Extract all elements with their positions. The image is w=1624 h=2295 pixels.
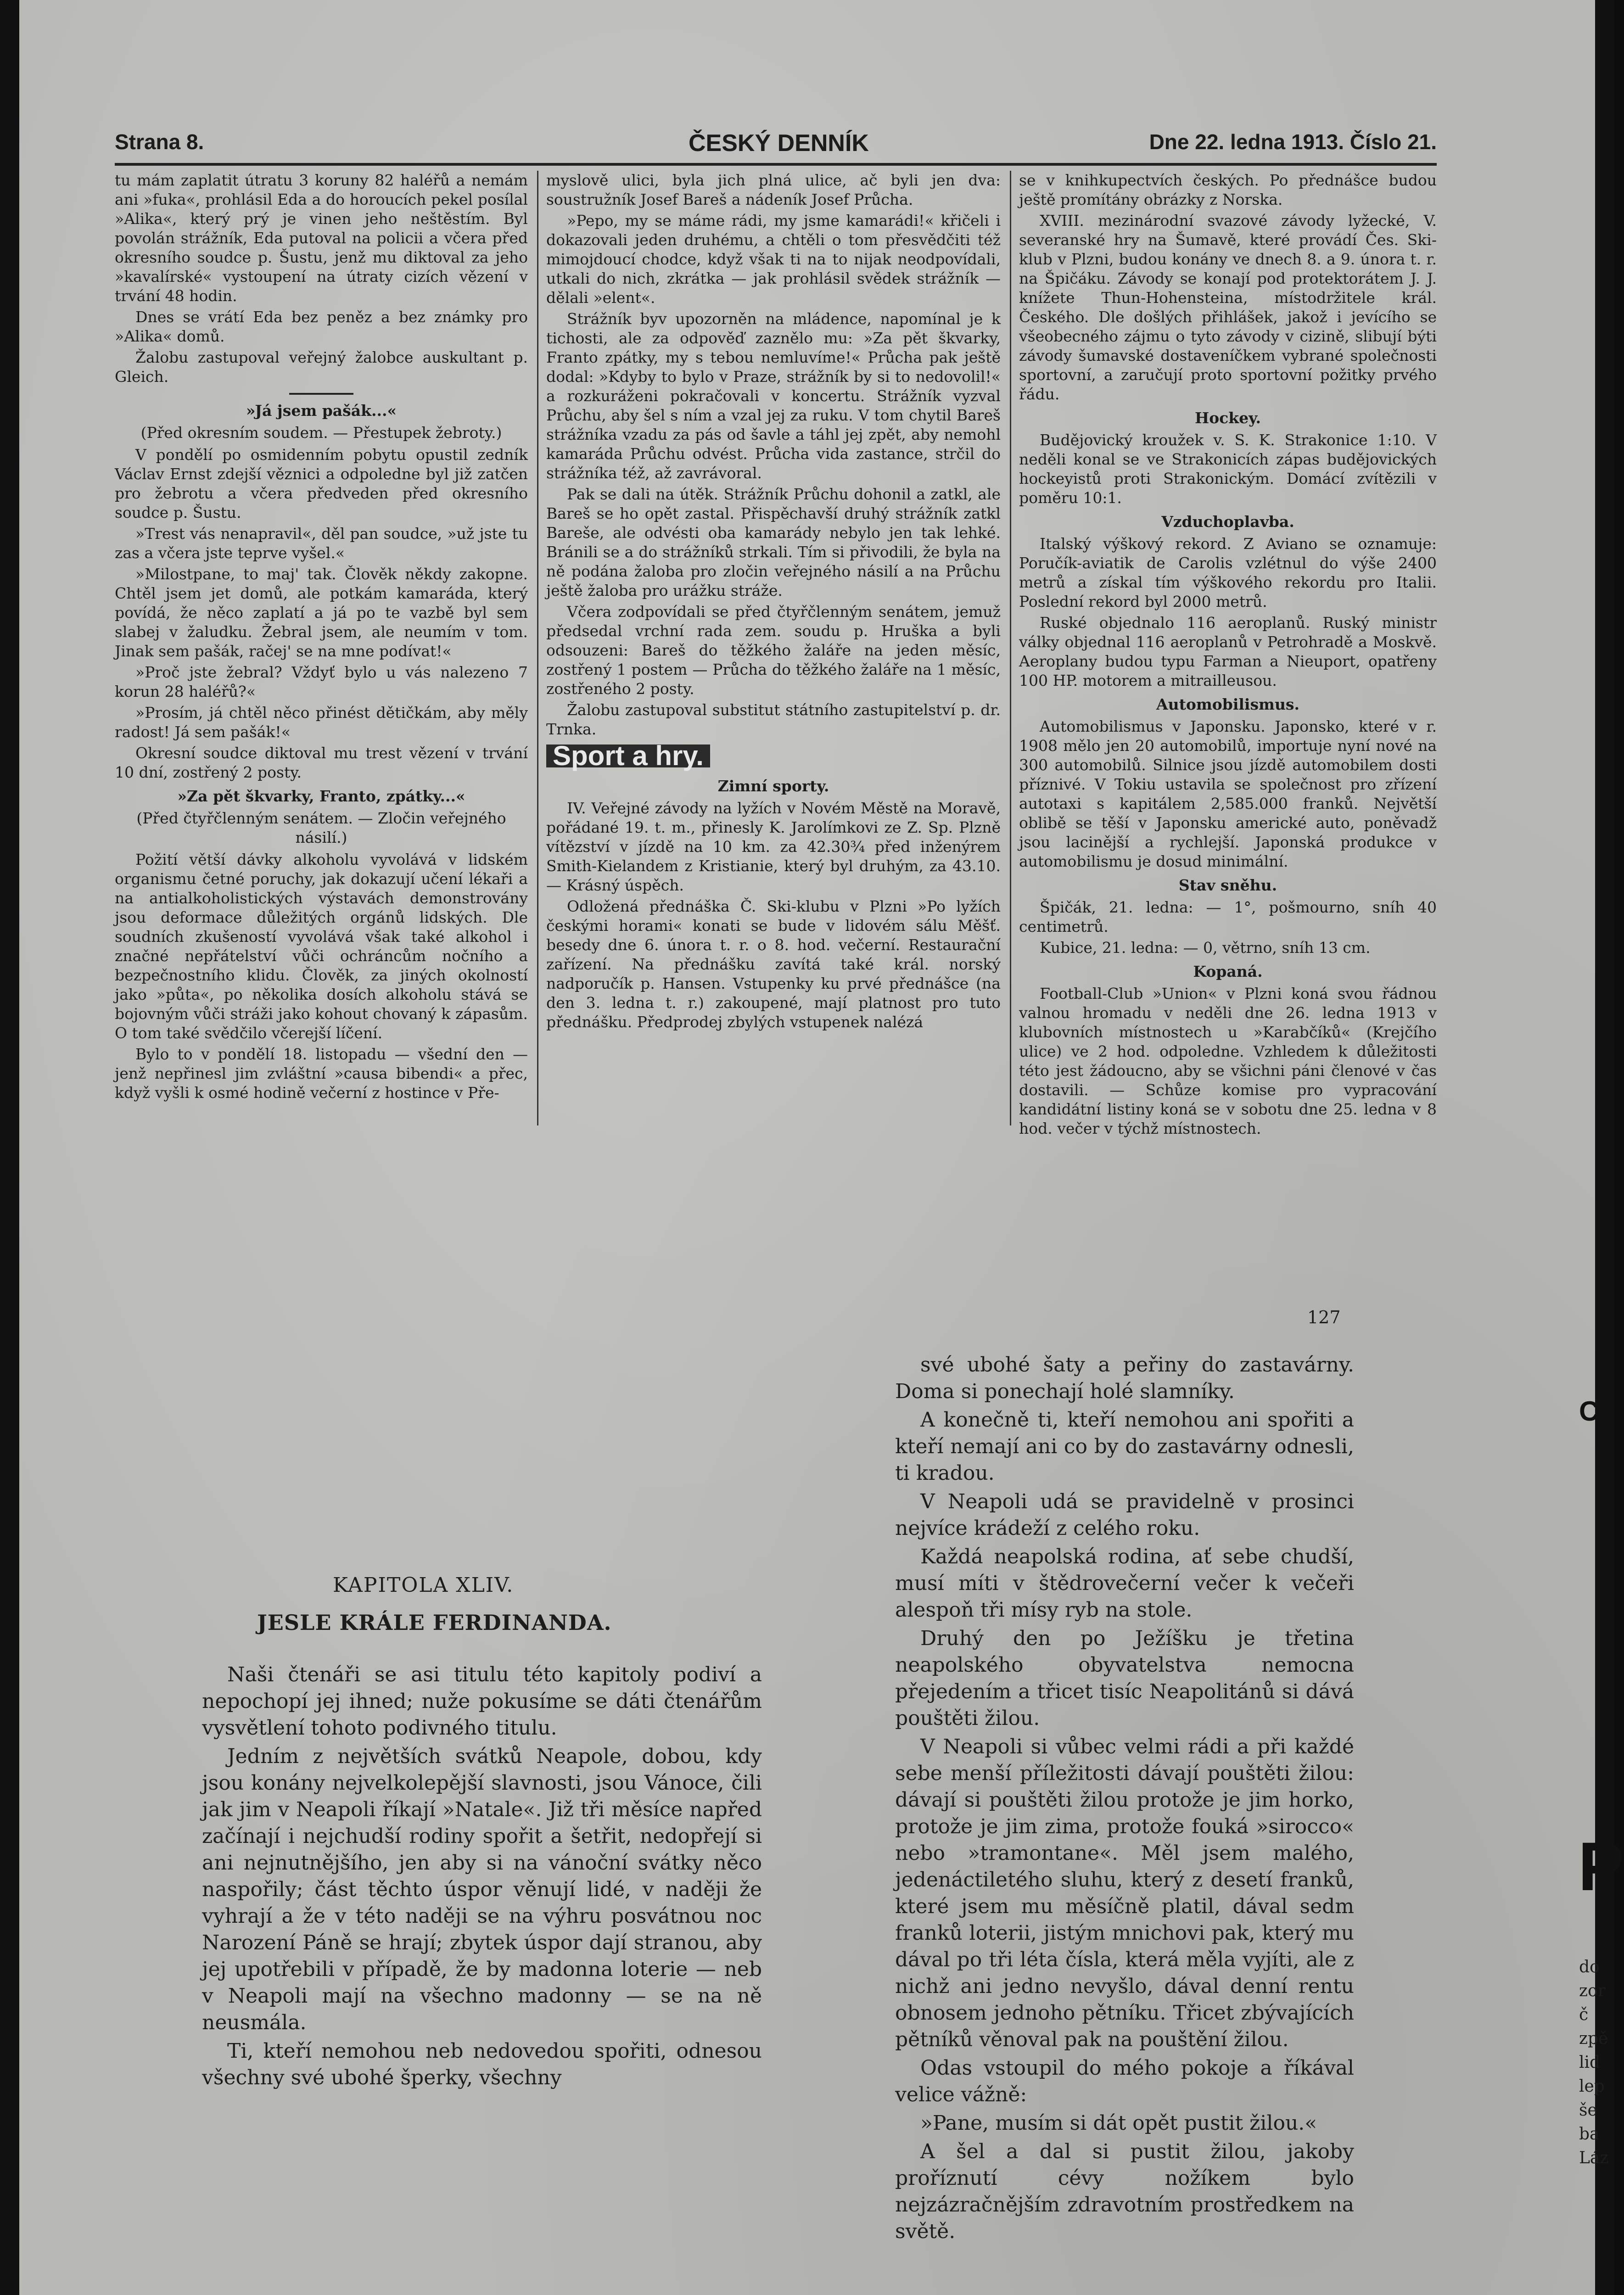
article-text: Pak se dali na útěk. Strážník Průchu dohonil a zatkl, ale Bareš se ho opět zastal. Přispěchavší druhý strážník zatkl Bareše, ale odvésti oba kamarády nebylo jen tak lehké. Bránili se a do strážníků strkali. Tím si přivodili, že byla na ně podána žaloba pro zločin veřejného násilí a na Průchu ještě žaloba pro urážku stráže. — [546, 485, 1001, 599]
header-page-label: Strana 8. — [115, 130, 204, 154]
divider — [289, 393, 353, 395]
article-text: IV. Veřejné závody na lyžích v Novém Městě na Moravě, pořádané 19. t. m., přinesly K. Jarolímkovi ze Z. Sp. Plzně vítězství v jízdě na 10 km. za 42.30¾ před inženýrem Smith-Kielandem z Kristianie, který byl druhým, za 43.10. — Krásný úspěch. — [546, 799, 1001, 894]
adjacent-page-line: do — [1579, 1958, 1600, 1976]
article-text: Okresní soudce diktoval mu trest vězení v trvání 10 dní, zostřený 2 posty. — [115, 744, 528, 781]
article-text: se v knihkupectvích českých. Po přednášce budou ještě promítány obrázky z Norska. — [1019, 171, 1437, 208]
section-heading: Hockey. — [1194, 409, 1261, 427]
article-text: Italský výškový rekord. Z Aviano se oznamuje: Poručík-aviatik de Carolis vzlétnul do výše 2400 metrů a získal tím výškového rekordu pro Italii. Poslední rekord byl 2000 metrů. — [1019, 535, 1437, 610]
adjacent-page-line: Láz — [1579, 2149, 1609, 2167]
article-text: »Proč jste žebral? Vždyť bylo u vás nalezeno 7 korun 28 haléřů?« — [115, 663, 528, 700]
article-text: tu mám zaplatit útratu 3 koruny 82 haléřů a nemám ani »fuka«, prohlásil Eda a do horoucích pekel posílal »Alika«, který prý je vinen jeho neštěstím. Byl povolán strážník, Eda putoval na policii a včera před okresního soudce p. Šustu, jenž mu diktoval za jeho »kavalírské« vystoupení na útraty cizích vězení v trvání 48 hodin. — [115, 171, 528, 305]
chapter-number: KAPITOLA XLIV. — [333, 1573, 514, 1597]
article-text: Požití větší dávky alkoholu vyvolává v lidském organismu četné poruchy, jak dokazují učení lékaři a na antialkoholistických výstavách demonstrovány jsou deformace důležitých orgánů lidských. Dle soudních zkušeností vyvolává však také alkohol i značné nepřátelství vůči ochráncům nočního a bezpečnostního klidu. Člověk, za jiných okolností jako »půta«, po několika dosích alkoholu stává se bojovným vůči stráži jako kohout chovaný k zápasům. O tom také svědčilo včerejší líčení. — [115, 851, 528, 1042]
column-2 — [546, 171, 1001, 1034]
article-text: Odložená přednáška Č. Ski-klubu v Plzni »Po lyžích českými horami« konati se bude v lidovém sálu Měšť. besedy dne 6. února t. r. o 8. hod. večerní. Restaurační zařízení. Na přednášku zavítá také král. norský nadporučík p. Hansen. Vstupenky ku prvé přednášce (na den 3. ledna t. r.) zakoupené, mají platnost pro tuto přednášku. Předprodej zbylých vstupenek nalézá — [546, 897, 1001, 1031]
adjacent-page-fragment: C — [1579, 1396, 1599, 1427]
article-text: Automobilismus v Japonsku. Japonsko, které v r. 1908 mělo jen 20 automobilů, importuje nyní nové na 300 automobilů. Silnice jsou jízdě automobilem dosti příznivé. V Tokiu ustavila se společnost pro zřízení autotaxi s kapitálem 2,585.000 franků. Největší oblibě se těší v Japonsku americké auto, poněvadž jsou lacinější a rychlejší. Japonská produkce v automobilismu je dosud minimální. — [1019, 717, 1437, 870]
book-paragraph: Jedním z největších svátků Neapole, dobou, kdy jsou konány nejvelkolepější slavnosti, jsou Vánoce, čili jak jim v Neapoli říkají »Natale«. Již tři měsíce napřed začínají i nejchudší rodiny spořit a šetřit, nedopřejí si ani nejnutnějšího, jen aby si na vánoční svátky něco naspořily; část těchto úspor věnují lidé, v naději že vyhrají a že v této naději se na výhru posvátnou noc Narození Páně se hrají; zbytek úspor dají stranou, aby jej upotřebili v případě, že by madonna loterie — neb v Neapoli mají na všechno madonny — se na ně neusmála. — [202, 1745, 762, 2034]
article-text: V pondělí po osmidenním pobytu opustil zedník Václav Ernst zdejší věznici a odpoledne byl již zatčen pro žebrotu a včera předveden před okresního soudce p. Šustu. — [115, 446, 528, 521]
article-text: »Milostpane, to maj' tak. Člověk někdy zakopne. Chtěl jsem jet domů, ale potkám kamaráda, který povídá, že něco zaplatí a já po te vazbě byl sem slabej v žaludku. Žebral jsem, ale neumím v tom. Jinak sem pašák, račej' se na mne podívat!« — [115, 565, 528, 660]
section-heading: Vzduchoplavba. — [1161, 513, 1294, 531]
article-text: Kubice, 21. ledna: — 0, větrno, sníh 13 cm. — [1040, 939, 1371, 957]
column-3 — [1019, 171, 1437, 1140]
section-heading: Kopaná. — [1193, 963, 1263, 980]
adjacent-page-line: ba — [1579, 2125, 1600, 2144]
scan-edge-left — [0, 0, 19, 2295]
book-column-left — [202, 1662, 762, 2093]
article-heading: »Za pět škvarky, Franto, zpátky...« — [177, 787, 465, 805]
article-text: Strážník byv upozorněn na mládence, napomínal je k tichosti, ale za odpověď zaznělo mu: »Za pět škvarky, Franto zpátky, my s tebou nemluvíme!« Průcha pak ještě dodal: »Kdyby to bylo v Praze, strážník by si to nedovolil!« a rozkuráženi pokračovali v koncertu. Strážník vyzval Průchu, aby šel s ním a vzal jej za ruku. V tom chytil Bareš strážníka vzadu za pás od šavle a táhl jej zpět, aby nemohl kamaráda Průchu odvést. Průcha vida zastance, strčil do strážníka též, až zavrávoral. — [546, 310, 1001, 482]
adjacent-page-line: lid — [1579, 2053, 1601, 2072]
article-text: Football-Club »Union« v Plzni koná svou řádnou valnou hromadu v neděli dne 26. ledna 1913 v klubovních místnostech u »Karabčíků« (Krejčího ulice) ve 2 hod. odpoledne. Vzhledem k důležitosti této jest žádoucno, aby se všichni páni členové v čas dostavili. — Schůze komise pro vypracování kandidátní listiny koná se v sobotu dne 25. ledna v 8 hod. večer v týchž místnostech. — [1019, 985, 1437, 1137]
article-text: Žalobu zastupoval veřejný žalobce auskultant p. Gleich. — [115, 348, 528, 386]
book-paragraph: V Neapoli si vůbec velmi rádi a při každé sebe menší příležitosti dávají pouštěti žilou: dávají si pouštěti žilou protože je jim horko, protože je jim zima, protože fouká »sirocco« nebo »tramontane«. Měl jsem malého, jedenáctiletého sluhu, který z desetí franků, které jsem mu měsíčně platil, dával sedm franků loterii, jistým mnichovi pak, který mu dával po tři léta čísla, která měla vyjíti, ale z nichž ani jedno nevyšlo, dával denní rentu obnosem jednoho pětníku. Třicet zbývajících pětníků věnoval pak na pouštění žilou. — [895, 1735, 1354, 2051]
book-paragraph: Naši čtenáři se asi titulu této kapitoly podiví a nepochopí jej ihned; nuže pokusíme se dáti čtenářům vysvětlení tohoto podivného titulu. — [202, 1663, 762, 1740]
book-column-right — [895, 1352, 1354, 2247]
column-1 — [115, 171, 528, 1104]
article-text: Včera zodpovídali se před čtyřčlenným senátem, jemuž předsedal vrchní rada zem. soudu p. Hruška a byli odsouzeni: Bareš do těžkého žaláře na jeden měsíc, zostřený 1 postem — Průcha do těžkého žaláře na 1 měsíc, zostřeného 2 posty. — [546, 603, 1001, 698]
article-text: Špičák, 21. ledna: — 1°, pošmourno, sníh 40 centimetrů. — [1019, 898, 1437, 935]
page-header — [115, 129, 1437, 157]
book-paragraph: Každá neapolská rodina, ať sebe chudší, musí míti v štědrovečerní večer k večeři alespoň tři mísy ryb na stole. — [895, 1545, 1354, 1622]
article-text: Budějovický kroužek v. S. K. Strakonice 1:10. V neděli konal se ve Strakonicích zápas budějovických hockeyistů proti Strakonickým. Domácí zvítězili v poměru 10:1. — [1019, 431, 1437, 507]
chapter-title: JESLE KRÁLE FERDINANDA. — [257, 1610, 612, 1635]
article-subheading: (Před okresním soudem. — Přestupek žebroty.) — [140, 424, 502, 442]
article-text: XVIII. mezinárodní svazové závody lyžecké, V. severanské hry na Šumavě, které provádí Čes. Ski-klub v Plzni, budou konány ve dnech 8. a 9. února t. r. na Špičáku. Závody se konají pod protektorátem J. J. knížete Thun-Hohensteina, místodržitele král. Českého. Dle došlých přihlášek, jakož i jevícího se všeobecného zájmu o tyto závody v cizině, slibují býti závody šumavské dostaveníčkem vybrané společnosti sportovní, a zaručují proto sportovní požitky prvého řádu. — [1019, 212, 1437, 403]
adjacent-page-line: lep — [1579, 2077, 1605, 2096]
adjacent-page-line: zor — [1579, 1982, 1606, 2000]
column-separator — [1010, 171, 1011, 1125]
article-text: »Trest vás nenapravil«, děl pan soudce, »už jste tu zas a včera jste teprve vyšel.« — [115, 525, 528, 562]
book-paragraph: své ubohé šaty a peřiny do zastavárny. Doma si ponechají holé slamníky. — [895, 1353, 1354, 1403]
article-text: »Pepo, my se máme rádi, my jsme kamarádi!« křičeli i dokazovali jeden druhému, a chtěli o tom přesvědčiti též mimojdoucí chodce, když však ti na to nijak neodpovídali, utkali do nich, zkrátka — jak prohlásil svědek strážník — dělali »elent«. — [546, 212, 1001, 307]
article-subheading: (Před čtyřčlenným senátem. — Zločin veřejného násilí.) — [136, 809, 506, 846]
book-paragraph: Druhý den po Ježíšku je třetina neapolského obyvatelstva nemocna přejedením a třicet tisíc Neapolitánů si dává pouštěti žilou. — [895, 1627, 1354, 1730]
sport-section-heading: Sport a hry. — [546, 744, 710, 767]
header-masthead: ČESKÝ DENNÍK — [689, 130, 869, 157]
scan-edge-right — [1595, 0, 1614, 2295]
header-rule — [115, 163, 1437, 166]
book-paragraph: Odas vstoupil do mého pokoje a říkával velice vážně: — [895, 2056, 1354, 2106]
book-paragraph: A konečně ti, kteří nemohou ani spořiti a kteří nemají ani co by do zastavárny odnesli, ti kradou. — [895, 1408, 1354, 1485]
header-date: Dne 22. ledna 1913. Číslo 21. — [1149, 130, 1437, 154]
adjacent-page-text — [1579, 1955, 1608, 2170]
article-text: Žalobu zastupoval substitut státního zastupitelství p. dr. Trnka. — [546, 701, 1001, 738]
article-text: Dnes se vrátí Eda bez peněz a bez známky pro »Alika« domů. — [115, 308, 528, 345]
book-page-number: 127 — [1307, 1307, 1341, 1327]
adjacent-page-fragment: P — [1578, 1828, 1624, 1905]
article-text: Bylo to v pondělí 18. listopadu — všední den — jenž nepřinesl jim zvláštní »causa bibendi« a přec, když vyšli k osmé hodině večerní z hostince v Pře- — [115, 1045, 528, 1102]
adjacent-page-line: še — [1579, 2101, 1597, 2120]
article-heading: »Já jsem pašák...« — [246, 402, 397, 420]
book-paragraph: »Pane, musím si dát opět pustit žilou.« — [920, 2111, 1317, 2135]
article-text: »Prosím, já chtěl něco přinést dětičkám, aby měly radost! Já sem pašák!« — [115, 704, 528, 741]
section-heading: Zimní sporty. — [717, 777, 829, 795]
article-text: myslově ulici, byla jich plná ulice, ač byli jen dva: soustružník Josef Bareš a nádeník Josef Průcha. — [546, 171, 1001, 208]
section-heading: Automobilismus. — [1156, 695, 1300, 713]
article-text: Ruské objednalo 116 aeroplanů. Ruský ministr války objednal 116 aeroplanů v Petrohradě a Moskvě. Aeroplany budou typu Farman a Nieuport, opatřeny 100 HP. motorem a mitrailleusou. — [1019, 614, 1437, 689]
book-paragraph: V Neapoli udá se pravidelně v prosinci nejvíce krádeží z celého roku. — [895, 1490, 1354, 1540]
book-paragraph: Ti, kteří nemohou neb nedovedou spořiti, odnesou všechny své ubohé šperky, všechny — [202, 2039, 762, 2089]
adjacent-page-line: zpě — [1579, 2029, 1608, 2048]
column-separator — [537, 171, 538, 1125]
section-heading: Stav sněhu. — [1178, 876, 1277, 894]
adjacent-page-line: č — [1579, 2005, 1589, 2024]
book-paragraph: A šel a dal si pustit žilou, jakoby proříznutí cévy nožíkem bylo nejzázračnějším zdravotním prostředkem na světě. — [895, 2140, 1354, 2243]
